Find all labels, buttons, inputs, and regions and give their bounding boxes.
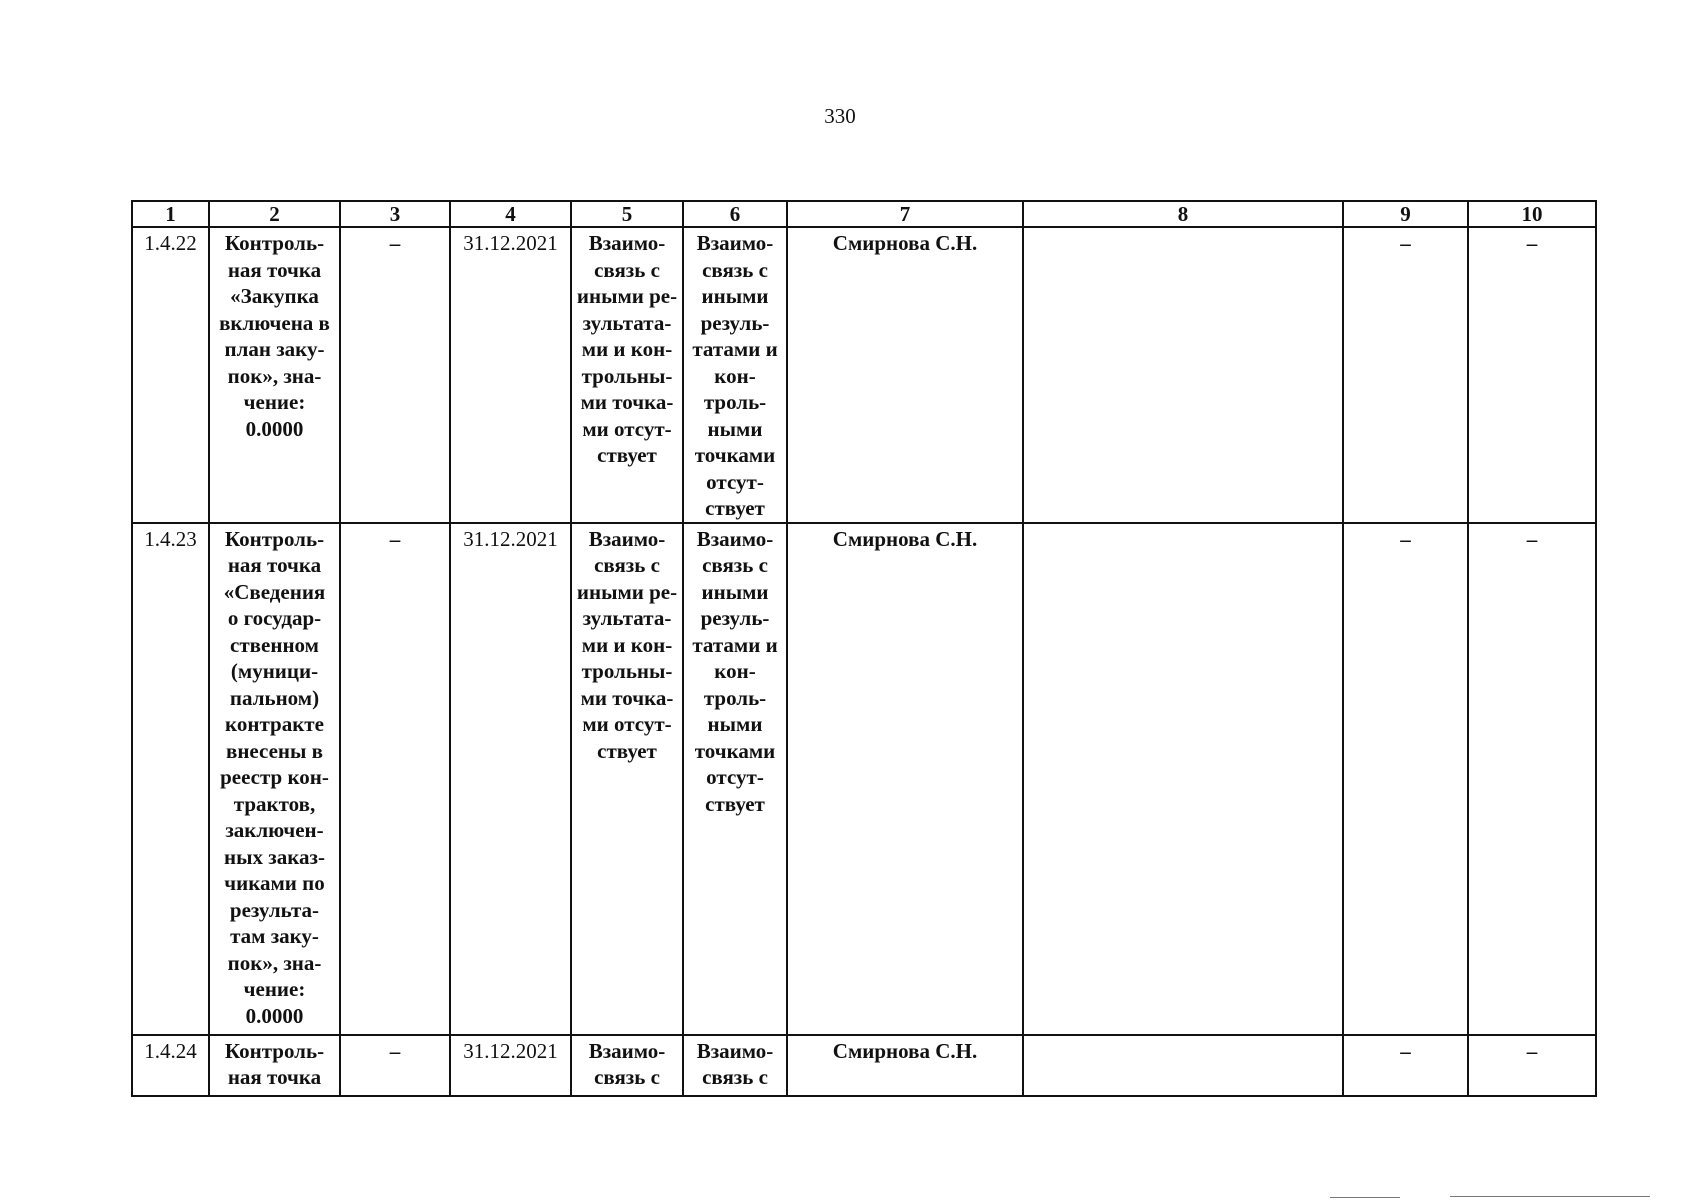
date-cell xyxy=(450,523,571,1035)
relation-results-text: Взаимо- связь с иными ре- зультата- ми и кон- трольны- ми точка- ми отсут- ствует xyxy=(576,231,678,467)
row-id xyxy=(132,227,209,523)
col9-text: – xyxy=(1400,526,1411,551)
col10-cell xyxy=(1468,523,1596,1035)
col8-cell xyxy=(1023,523,1343,1035)
relation-results-cell xyxy=(571,1035,683,1096)
date-cell xyxy=(450,227,571,523)
header-col-9: 9 xyxy=(1343,201,1468,227)
header-col-1: 1 xyxy=(132,201,209,227)
row-id xyxy=(132,1035,209,1096)
col3-value xyxy=(340,1035,450,1096)
date-text: 31.12.2021 xyxy=(463,526,558,551)
header-col-3: 3 xyxy=(340,201,450,227)
row-id-text: 1.4.23 xyxy=(144,526,197,551)
col10-cell xyxy=(1468,1035,1596,1096)
relation-points-text: Взаимо- связь с иными резуль- татами и кон- троль- ными точками отсут- ствует xyxy=(692,526,778,816)
header-col-7: 7 xyxy=(787,201,1023,227)
header-col-8: 8 xyxy=(1023,201,1343,227)
responsible-text: Смирнова С.Н. xyxy=(832,526,978,551)
col10-text: – xyxy=(1526,231,1538,255)
control-point-name-text: Контроль- ная точка «Сведения о государ- ственном (муници- пальном) контракте внесены в реестр кон- трактов, заключен- ных заказ- чиками по результа- там заку- пок», зна- чение: 0.0000 xyxy=(220,526,329,1028)
relation-results-text: Взаимо- связь с xyxy=(588,1038,666,1089)
relation-results-cell xyxy=(571,523,683,1035)
table-row xyxy=(132,523,1596,1035)
col3-text: – xyxy=(389,1038,401,1063)
control-point-name xyxy=(209,523,340,1035)
col9-text: – xyxy=(1400,1038,1411,1063)
responsible-cell xyxy=(787,1035,1023,1096)
control-point-name xyxy=(209,227,340,523)
col3-text: – xyxy=(389,526,401,551)
scan-artifact-line xyxy=(1450,1196,1650,1197)
header-col-5: 5 xyxy=(571,201,683,227)
col8-cell xyxy=(1023,227,1343,523)
responsible-text: Смирнова С.Н. xyxy=(832,1038,978,1063)
control-point-name-text: Контроль- ная точка «Закупка включена в план заку- пок», зна- чение: 0.0000 xyxy=(219,231,330,441)
header-col-6: 6 xyxy=(683,201,787,227)
col8-cell xyxy=(1023,1035,1343,1096)
responsible-text: Смирнова С.Н. xyxy=(832,231,978,255)
table-header-row xyxy=(132,201,1596,227)
relation-points-text: Взаимо- связь с xyxy=(696,1038,774,1089)
col3-text: – xyxy=(389,231,401,255)
responsible-cell xyxy=(787,227,1023,523)
header-col-2: 2 xyxy=(209,201,340,227)
control-point-name-text: Контроль- ная точка xyxy=(224,1038,325,1089)
relation-points-cell xyxy=(683,523,787,1035)
col3-value xyxy=(340,523,450,1035)
relation-results-cell xyxy=(571,227,683,523)
col9-text: – xyxy=(1400,231,1411,255)
date-text: 31.12.2021 xyxy=(463,1038,558,1063)
date-text: 31.12.2021 xyxy=(463,231,558,255)
row-id-text: 1.4.22 xyxy=(144,231,197,255)
date-cell xyxy=(450,1035,571,1096)
header-col-10: 10 xyxy=(1468,201,1596,227)
scan-artifact-line xyxy=(1330,1197,1400,1198)
col9-cell xyxy=(1343,523,1468,1035)
row-id xyxy=(132,523,209,1035)
col9-cell xyxy=(1343,1035,1468,1096)
relation-points-cell xyxy=(683,227,787,523)
row-id-text: 1.4.24 xyxy=(144,1038,197,1063)
relation-results-text: Взаимо- связь с иными ре- зультата- ми и кон- трольны- ми точка- ми отсут- ствует xyxy=(576,526,678,763)
col3-value xyxy=(340,227,450,523)
header-col-4: 4 xyxy=(450,201,571,227)
responsible-cell xyxy=(787,523,1023,1035)
control-point-name xyxy=(209,1035,340,1096)
table-row xyxy=(132,1035,1596,1096)
relation-points-text: Взаимо- связь с иными резуль- татами и кон- троль- ными точками отсут- ствует xyxy=(692,231,778,520)
control-points-table xyxy=(131,200,1597,1097)
table-row xyxy=(132,227,1596,523)
col9-cell xyxy=(1343,227,1468,523)
col10-text: – xyxy=(1526,1038,1538,1063)
col10-cell xyxy=(1468,227,1596,523)
col10-text: – xyxy=(1526,526,1538,551)
relation-points-cell xyxy=(683,1035,787,1096)
page-number: 330 xyxy=(824,104,856,128)
